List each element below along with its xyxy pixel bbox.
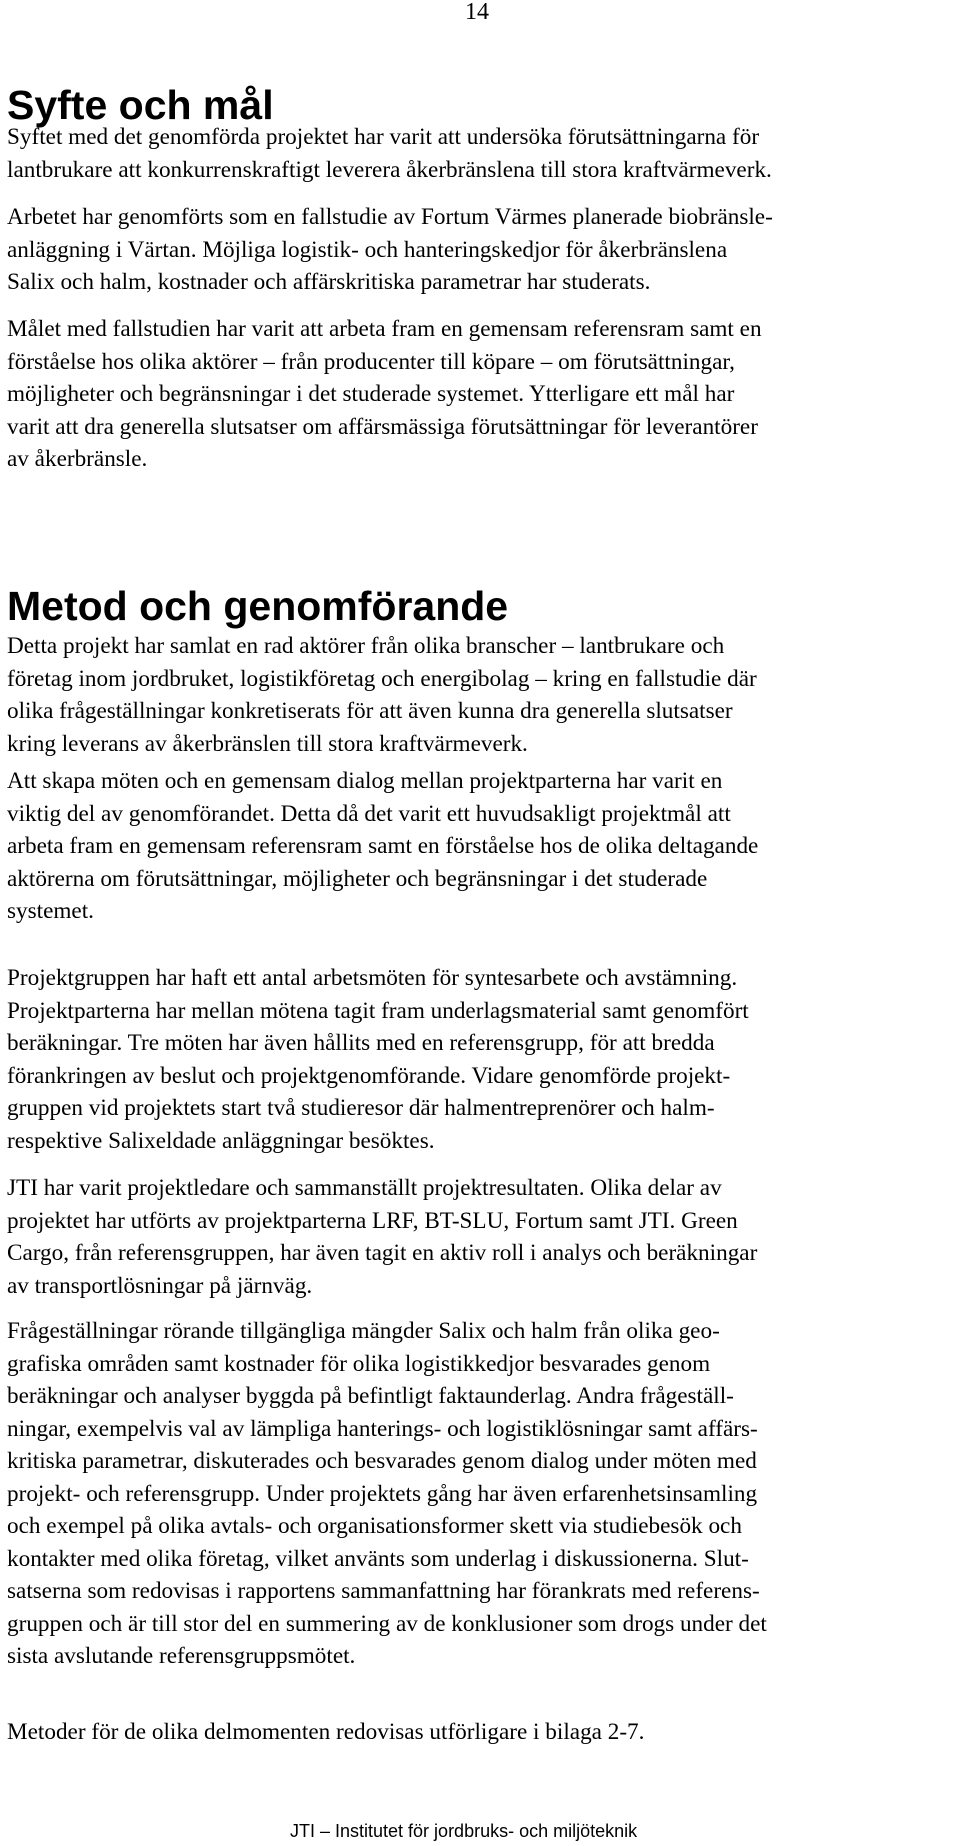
section-heading-metod: Metod och genomförande (7, 583, 509, 629)
paragraph-metod-5: Frågeställningar rörande tillgängliga mängder Salix och halm från olika geo- grafiska områden samt kostnader för olika logistikkedjor besvarades genom beräkningar och analyser byggda på befintligt faktaunderlag. Andra frågeställ- ningar, exempelvis val av lämpliga hanterings- och logistiklösningar samt affärs- kritiska parametrar, diskuterades och besvarades genom dialog under möten med projekt- och referensgrupp. Under projektets gång har även erfarenhetsinsamling och exempel på olika avtals- och organisationsformer skett via studiebesök och kontakter med olika företag, vilket använts som underlag i diskussionerna. Slut- satserna som redovisas i rapportens sammanfattning har förankrats med referens- gruppen och är till stor del en summering av de konklusioner som drogs under det sista avslutande referensgruppsmötet. (7, 1318, 767, 1669)
paragraph-metod-6: Metoder för de olika delmomenten redovisas utförligare i bilaga 2-7. (7, 1719, 645, 1745)
paragraph-metod-4: JTI har varit projektledare och sammanställt projektresultaten. Olika delar av projektet har utförts av projektparterna LRF, BT-SLU, Fortum samt JTI. Green Cargo, från referensgruppen, har även tagit en aktiv roll i analys och beräkningar av transportlösningar på järnväg. (7, 1175, 758, 1299)
paragraph-syfte-2: Arbetet har genomförts som en fallstudie av Fortum Värmes planerade biobränsle- anläggning i Värtan. Möjliga logistik- och hanteringskedjor för åkerbränslena Salix och halm, kostnader och affärskritiska parametrar har studerats. (7, 204, 773, 295)
paragraph-syfte-1: Syftet med det genomförda projektet har varit att undersöka förutsättningarna för lantbrukare att konkurrenskraftigt leverera åkerbränslena till stora kraftvärmeverk. (7, 124, 772, 183)
paragraph-metod-3: Projektgruppen har haft ett antal arbetsmöten för syntesarbete och avstämning. Projektparterna har mellan mötena tagit fram underlagsmaterial samt genomfört beräkningar. Tre möten har även hållits med en referensgrupp, för att bredda förankringen av beslut och projektgenomförande. Vidare genomförde projekt- gruppen vid projektets start två studieresor där halmentreprenörer och halm- respektive Salixeldade anläggningar besöktes. (7, 965, 749, 1154)
paragraph-metod-1: Detta projekt har samlat en rad aktörer från olika branscher – lantbrukare och företag inom jordbruket, logistikföretag och energibolag – kring en fallstudie där olika frågeställningar konkretiserats för att även kunna dra generella slutsatser kring leverans av åkerbränslen till stora kraftvärmeverk. (7, 633, 757, 757)
page-number: 14 (465, 0, 489, 25)
paragraph-syfte-3: Målet med fallstudien har varit att arbeta fram en gemensam referensram samt en förståelse hos olika aktörer – från producenter till köpare – om förutsättningar, möjligheter och begränsningar i det studerade systemet. Ytterligare ett mål har varit att dra generella slutsatser om affärsmässiga förutsättningar för leverantörer av åkerbränsle. (7, 316, 762, 472)
section-heading-syfte: Syfte och mål (7, 82, 274, 128)
page-footer: JTI – Institutet för jordbruks- och miljöteknik (290, 1821, 638, 1841)
paragraph-metod-2: Att skapa möten och en gemensam dialog mellan projektparterna har varit en viktig del av genomförandet. Detta då det varit ett huvudsakligt projektmål att arbeta fram en gemensam referensram samt en förståelse hos de olika deltagande aktörerna om förutsättningar, möjligheter och begränsningar i det studerade systemet. (7, 768, 759, 924)
